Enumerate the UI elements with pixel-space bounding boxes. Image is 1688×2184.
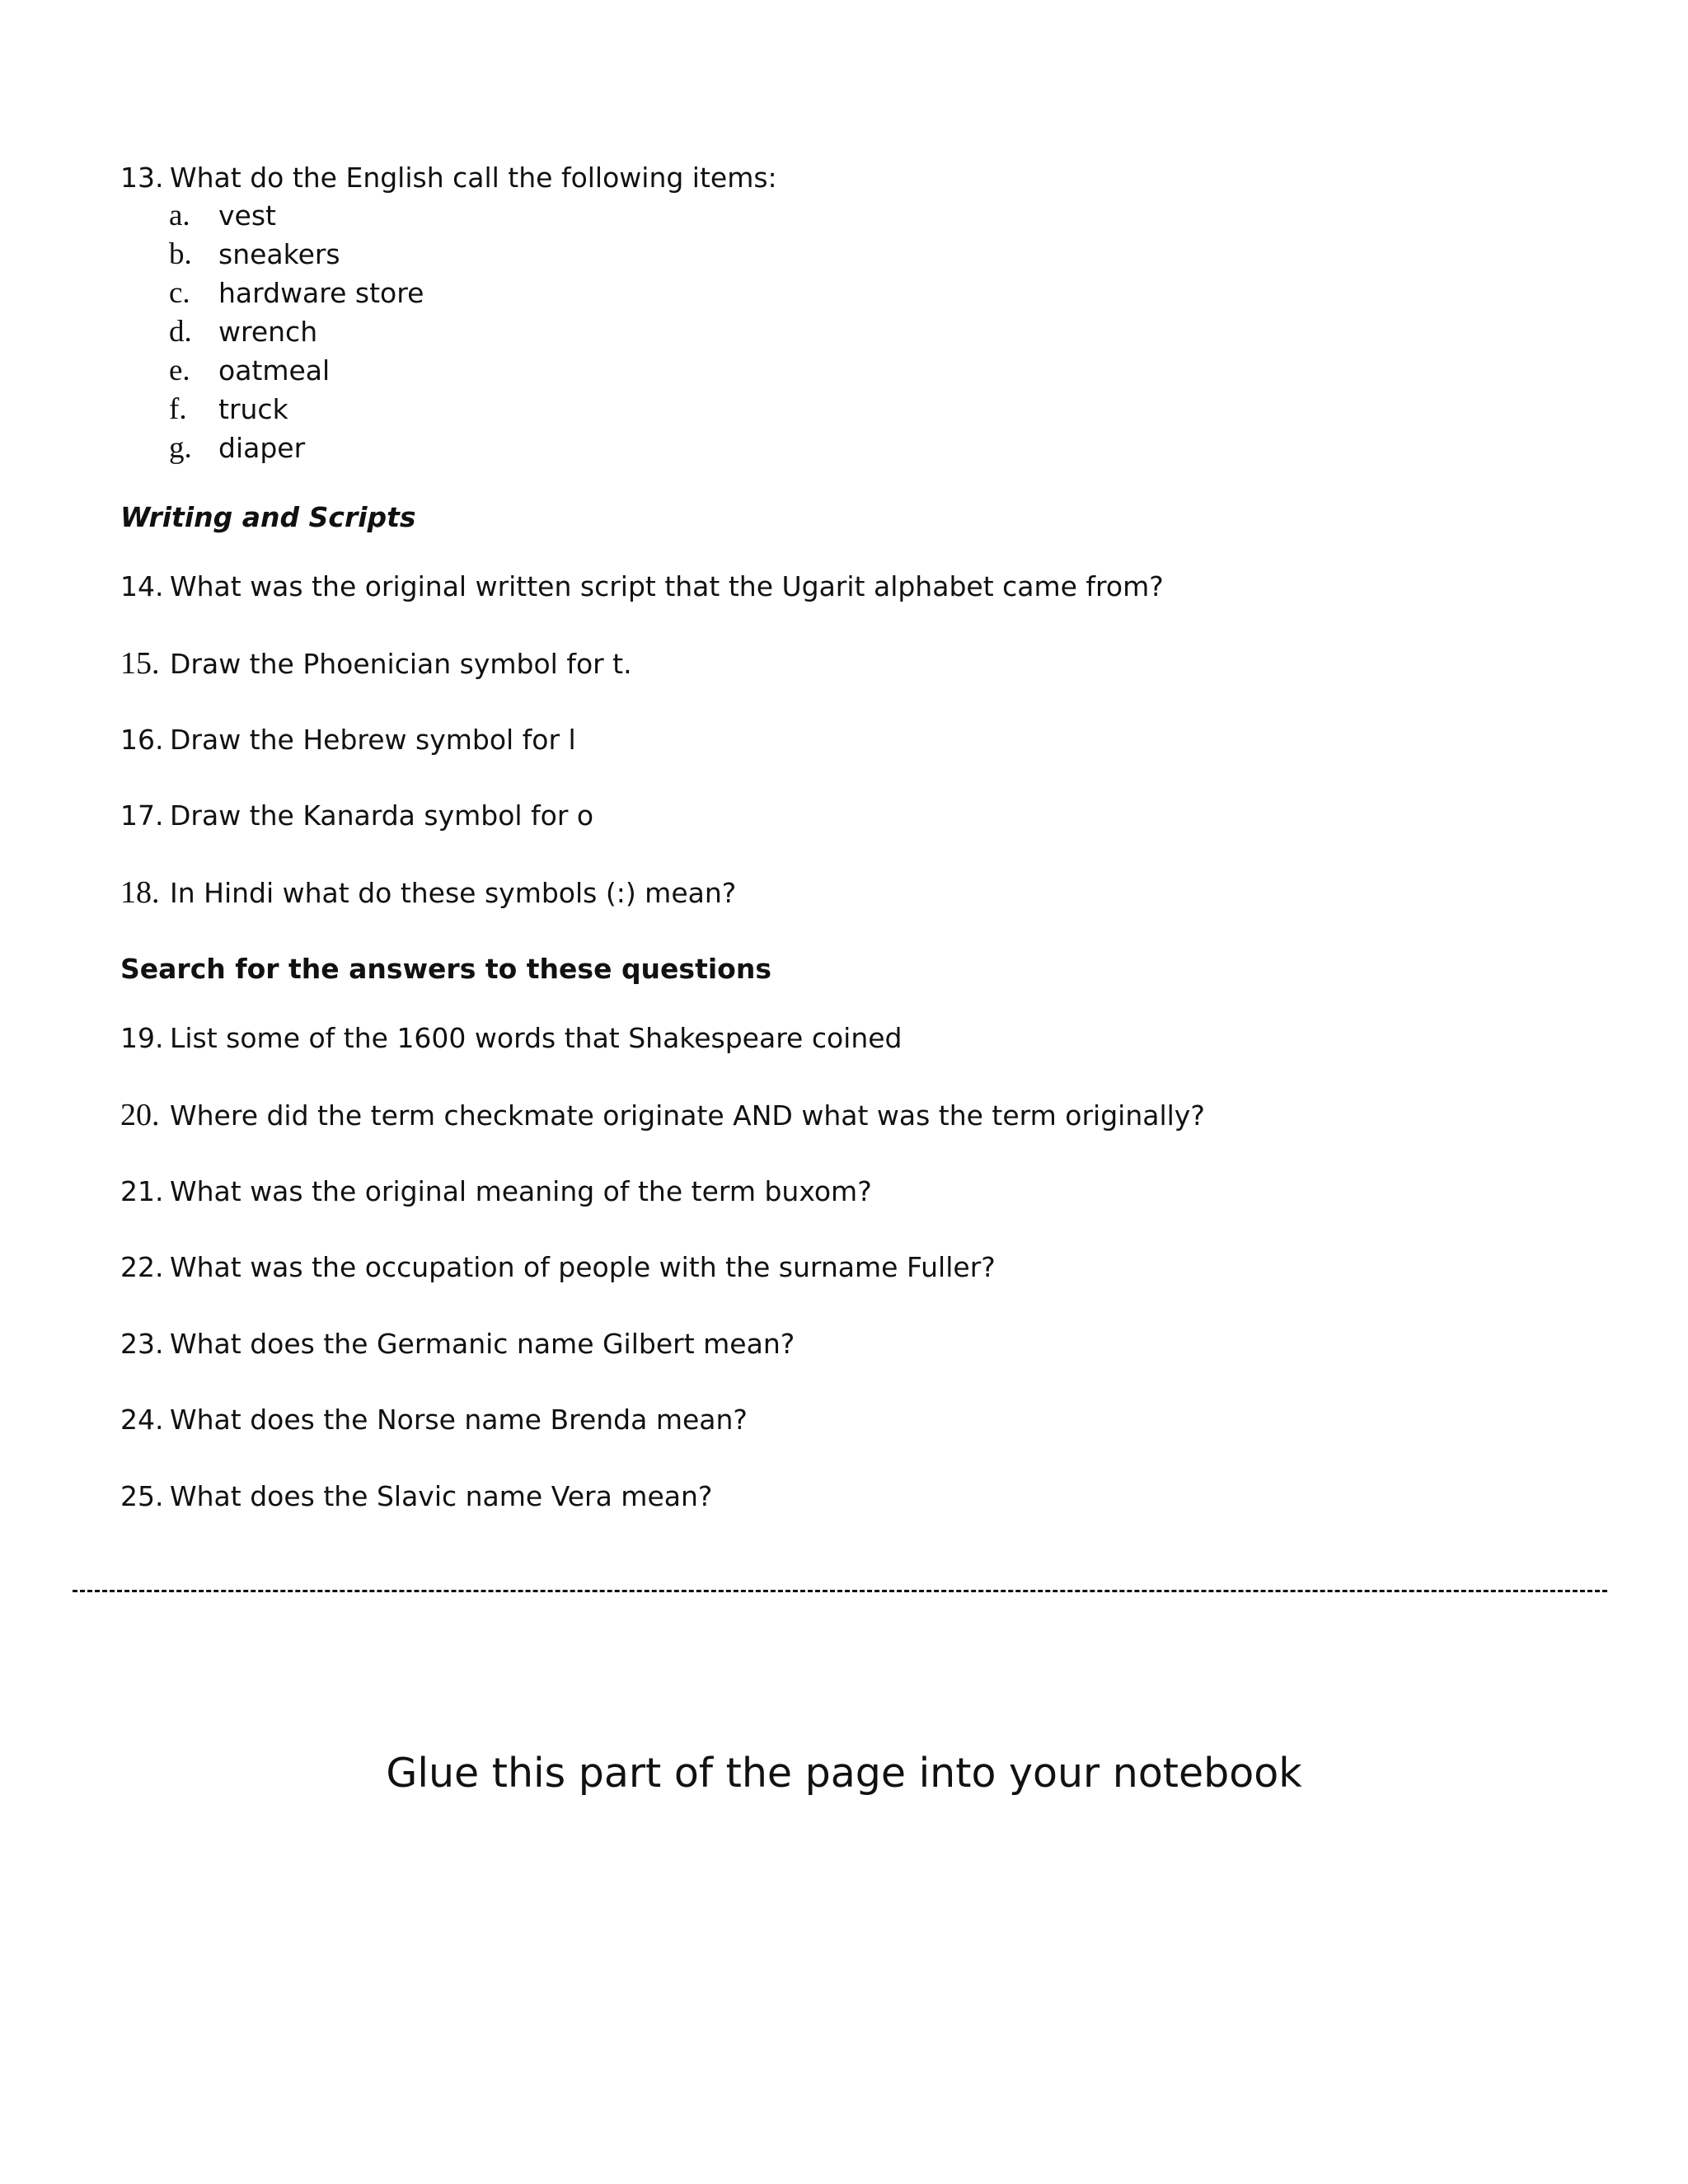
question-number: 23.	[120, 1328, 164, 1360]
question-text: Draw the Phoenician symbol for t.	[170, 648, 632, 680]
item-text: hardware store	[218, 277, 424, 309]
question-text: List some of the 1600 words that Shakespeare coined	[170, 1022, 903, 1054]
list-item	[169, 391, 288, 429]
question-text: What does the Norse name Brenda mean?	[170, 1404, 748, 1436]
question-text: Where did the term checkmate originate AND what was the term originally?	[170, 1099, 1205, 1132]
question-text: What was the original meaning of the term buxom?	[170, 1175, 872, 1207]
item-text: truck	[218, 393, 288, 425]
glue-instruction: Glue this part of the page into your notebook	[386, 1750, 1302, 1797]
question-number: 13.	[120, 162, 164, 194]
list-item	[169, 352, 330, 390]
question-19	[120, 1020, 903, 1057]
question-23	[120, 1326, 795, 1362]
item-text: oatmeal	[218, 354, 331, 387]
item-letter: d.	[169, 315, 192, 349]
question-15	[120, 645, 632, 682]
question-number: 17.	[120, 799, 164, 832]
question-text: Draw the Kanarda symbol for o	[170, 799, 594, 832]
question-24	[120, 1402, 748, 1438]
question-number: 16.	[120, 724, 164, 756]
question-22	[120, 1249, 996, 1286]
question-13	[120, 160, 777, 196]
question-number: 19.	[120, 1022, 164, 1054]
question-number: 20.	[120, 1098, 160, 1132]
question-16	[120, 722, 576, 758]
question-20	[120, 1097, 1205, 1134]
question-number: 22.	[120, 1251, 164, 1283]
question-text: What does the Germanic name Gilbert mean?	[170, 1328, 795, 1360]
question-number: 15.	[120, 646, 160, 681]
question-text: Draw the Hebrew symbol for l	[170, 724, 576, 756]
section-heading-search: Search for the answers to these questions	[120, 953, 771, 985]
question-18	[120, 874, 736, 912]
question-25	[120, 1479, 712, 1515]
question-text: What was the occupation of people with the surname Fuller?	[170, 1251, 996, 1283]
item-letter: c.	[169, 276, 190, 310]
cut-line-divider	[73, 1590, 1607, 1592]
question-number: 24.	[120, 1404, 164, 1436]
item-text: wrench	[218, 316, 318, 348]
question-21	[120, 1174, 872, 1210]
question-number: 14.	[120, 570, 164, 602]
question-text: What was the original written script that the Ugarit alphabet came from?	[170, 570, 1164, 602]
item-letter: a.	[169, 199, 190, 232]
list-item	[169, 313, 317, 351]
section-heading-writing: Writing and Scripts	[120, 501, 416, 533]
item-letter: g.	[169, 431, 192, 465]
question-number: 25.	[120, 1480, 164, 1512]
item-letter: e.	[169, 354, 190, 387]
question-number: 21.	[120, 1175, 164, 1207]
question-17	[120, 798, 593, 834]
item-text: sneakers	[218, 238, 340, 270]
item-text: vest	[218, 199, 276, 232]
question-text: In Hindi what do these symbols (:) mean?	[170, 877, 737, 909]
question-text: What do the English call the following items:	[170, 162, 777, 194]
question-14	[120, 569, 1164, 605]
list-item	[169, 429, 305, 467]
item-letter: b.	[169, 237, 192, 271]
question-number: 18.	[120, 875, 160, 910]
list-item	[169, 236, 340, 274]
item-letter: f.	[169, 392, 187, 426]
list-item	[169, 274, 424, 312]
list-item	[169, 197, 276, 235]
item-text: diaper	[218, 432, 306, 464]
question-text: What does the Slavic name Vera mean?	[170, 1480, 713, 1512]
